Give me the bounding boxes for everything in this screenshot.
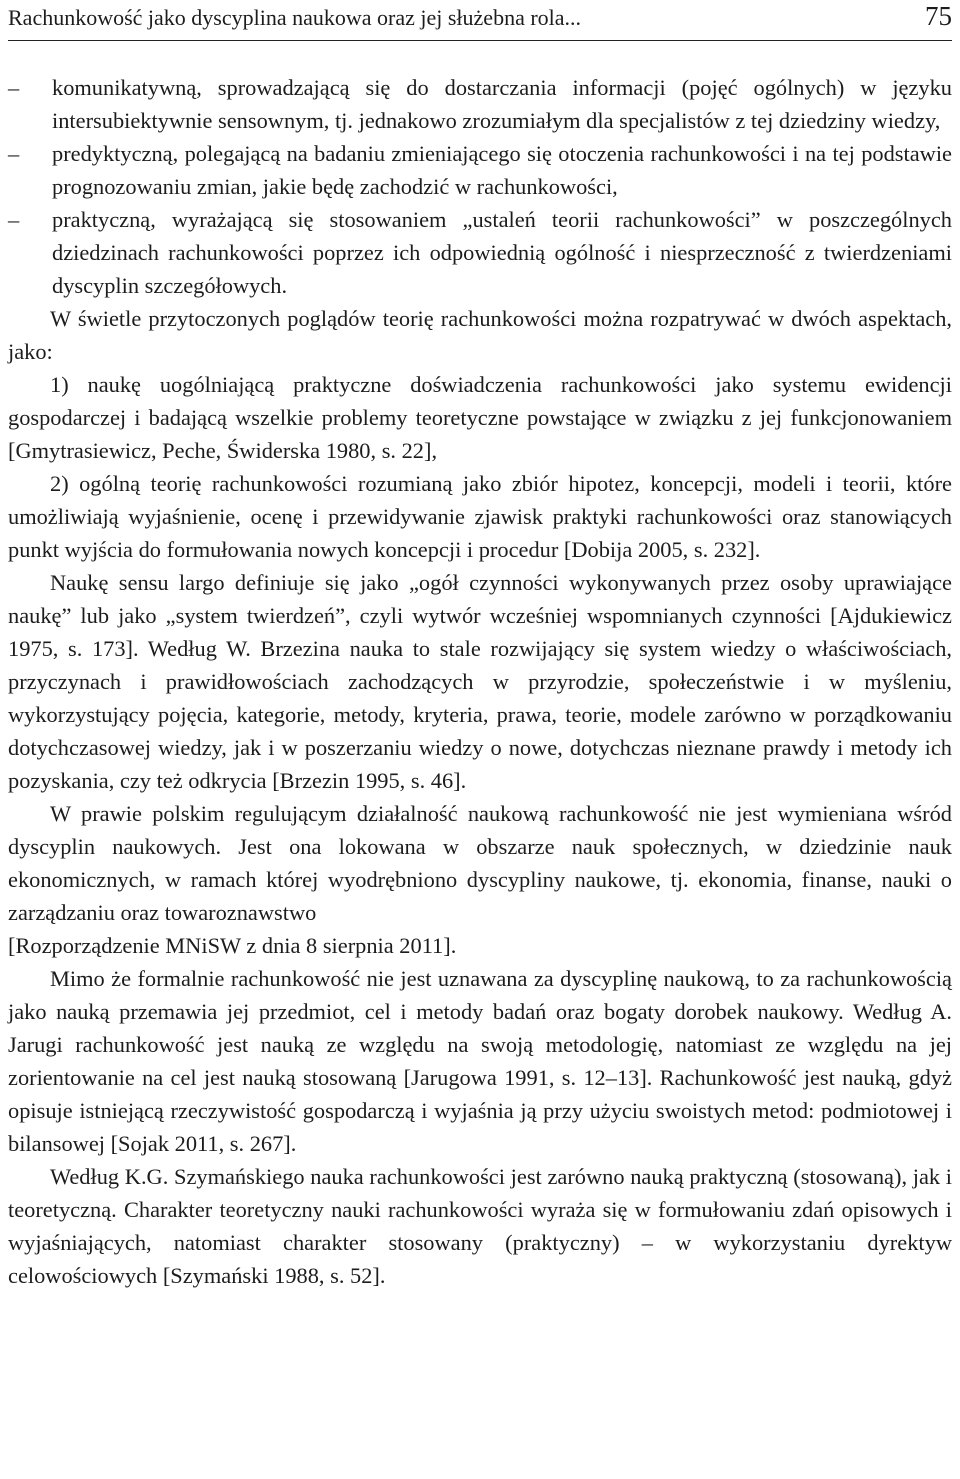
book-page bbox=[8, 0, 952, 1292]
running-header bbox=[8, 0, 952, 41]
page-number: 75 bbox=[925, 1, 952, 31]
list-item bbox=[8, 203, 952, 302]
list-item bbox=[8, 137, 952, 203]
running-title: Rachunkowość jako dyscyplina naukowa oraz jej służebna rola... bbox=[8, 5, 582, 30]
list-dash: – bbox=[8, 141, 20, 166]
paragraph: Według K.G. Szymańskiego nauka rachunkowości jest zarówno nauką praktyczną (stosowaną), jak i teoretyczną. Charakter teoretyczny nauki rachunkowości wyraża się w formułowaniu zdań opisowych i wyjaśniających, natomiast charakter stosowany (praktyczny) – w wykorzystaniu dyrektyw celowościowych [Szymański 1988, s. 52]. bbox=[8, 1164, 952, 1288]
paragraph: 2) ogólną teorię rachunkowości rozumianą jako zbiór hipotez, koncepcji, modeli i teorii, które umożliwiają wyjaśnienie, ocenę i przewidywanie zjawisk praktyki rachunkowości oraz stanowiących punkt wyjścia do formułowania nowych koncepcji i procedur [Dobija 2005, s. 232]. bbox=[8, 471, 952, 562]
paragraph: Naukę sensu largo definiuje się jako „ogół czynności wykonywanych przez osoby uprawiające naukę” lub jako „system twierdzeń”, czyli wytwór wcześniej wspomnianych czynności [Ajdukiewicz 1975, s. 173]. Według W. Brzezina nauka to stale rozwijający się system wiedzy o właściwościach, przyczynach i prawidłowościach zachodzących w przyrodzie, społeczeństwie i w myśleniu, wykorzystujący pojęcia, kategorie, metody, kryteria, prawa, teorie, modele zarówno w porządkowaniu dotychczasowej wiedzy, jak i w poszerzaniu wiedzy o nowe, dotychczas nieznane prawdy i metody ich pozyskania, czy też odkrycia [Brzezin 1995, s. 46]. bbox=[8, 570, 952, 793]
list-item-text: predyktyczną, polegającą na badaniu zmieniającego się otoczenia rachunkowości i na tej podstawie prognozowaniu zmian, jakie będę zachodzić w rachunkowości, bbox=[52, 141, 952, 199]
paragraph-continuation: [Rozporządzenie MNiSW z dnia 8 sierpnia 2011]. bbox=[8, 933, 457, 958]
list-item-text: komunikatywną, sprowadzającą się do dostarczania informacji (pojęć ogólnych) w języku intersubiektywnie sensownym, tj. jednakowo zrozumiałym dla specjalistów z tej dziedziny wiedzy, bbox=[52, 75, 952, 133]
paragraph: 1) naukę uogólniającą praktyczne doświadczenia rachunkowości jako systemu ewidencji gospodarczej i badającą wszelkie problemy teoretyczne powstające w związku z jej funkcjonowaniem [Gmytrasiewicz, Peche, Świderska 1980, s. 22], bbox=[8, 372, 952, 463]
paragraph: Mimo że formalnie rachunkowość nie jest uznawana za dyscyplinę naukową, to za rachunkowością jako nauką przemawia jej przedmiot, cel i metody badań oraz bogaty dorobek naukowy. Według A. Jarugi rachunkowość jest nauką ze względu na swoją metodologię, natomiast ze względu na jej zorientowanie na cel jest nauką stosowaną [Jarugowa 1991, s. 12–13]. Rachunkowość jest nauką, gdyż opisuje istniejącą rzeczywistość gospodarczą i wyjaśnia ją przy użyciu swoistych metod: podmiotowej i bilansowej [Sojak 2011, s. 267]. bbox=[8, 966, 952, 1156]
list-dash: – bbox=[8, 75, 20, 100]
list-dash: – bbox=[8, 207, 20, 232]
paragraph: W świetle przytoczonych poglądów teorię rachunkowości można rozpatrywać w dwóch aspektach, jako: bbox=[8, 306, 952, 364]
list-item-text: praktyczną, wyrażającą się stosowaniem „ustaleń teorii rachunkowości” w poszczególnych dziedzinach rachunkowości poprzez ich odpowiednią ogólność i niesprzeczność z twierdzeniami dyscyplin szczegółowych. bbox=[52, 207, 952, 298]
paragraph: W prawie polskim regulującym działalność naukową rachunkowość nie jest wymieniana wśród dyscyplin naukowych. Jest ona lokowana w obszarze nauk społecznych, w dziedzinie nauk ekonomicznych, w ramach której wyodrębniono dyscypliny naukowe, tj. ekonomia, finanse, nauki o zarządzaniu oraz towaroznawstwo bbox=[8, 801, 952, 925]
page-body bbox=[8, 71, 952, 1292]
list-item bbox=[8, 71, 952, 137]
